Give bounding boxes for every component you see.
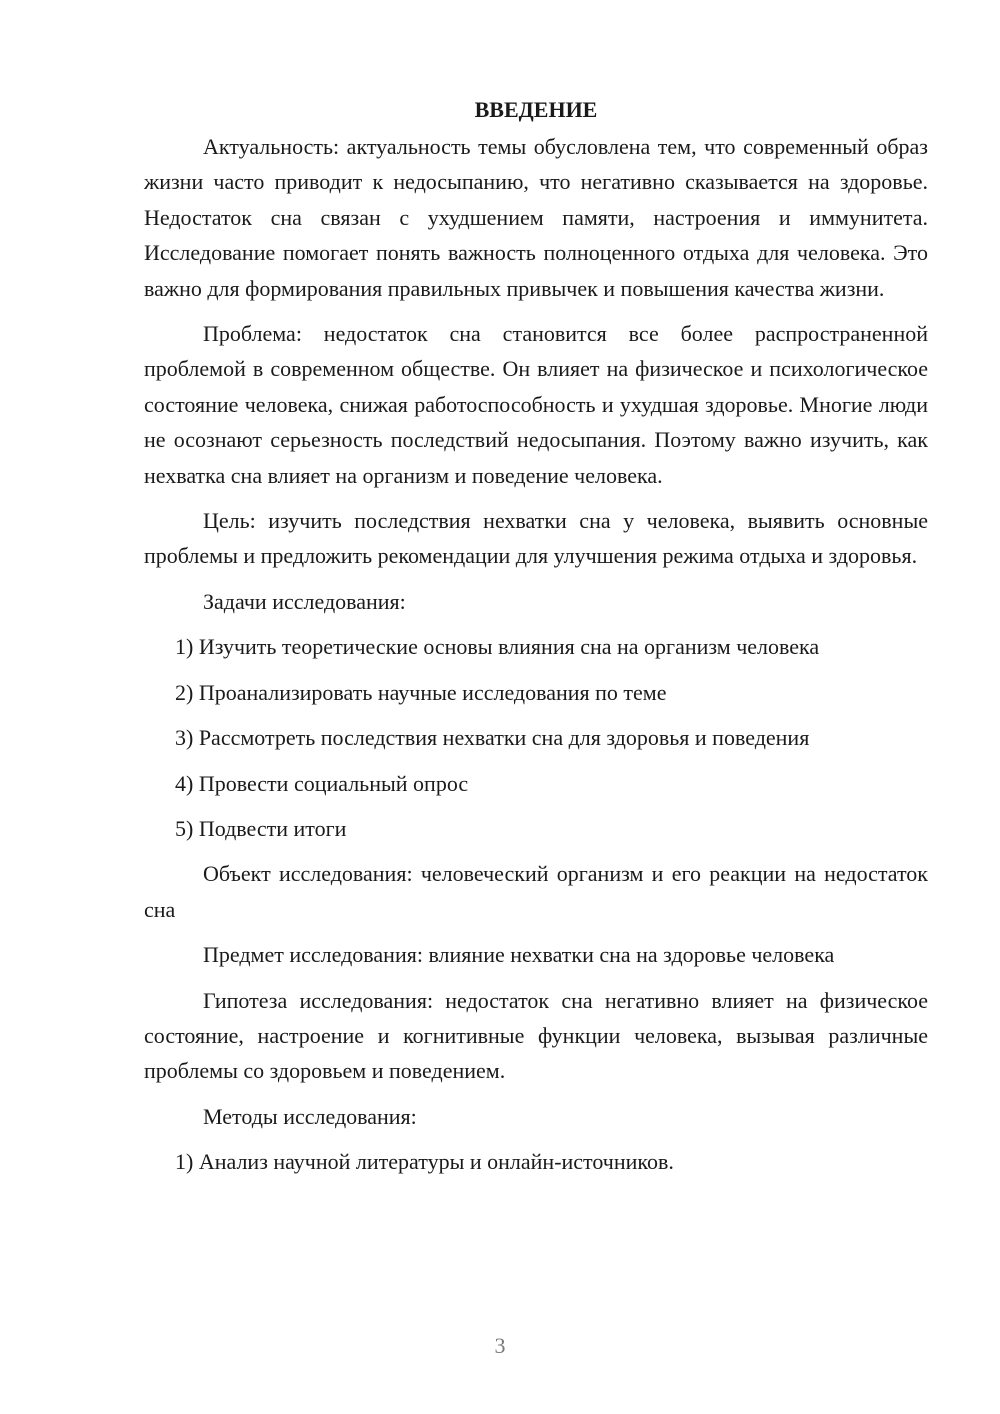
task-item: 1) Изучить теоретические основы влияния сна на организм человека (175, 634, 820, 660)
goal-paragraph: Цель: изучить последствия нехватки сна у человека, выявить основные проблемы и предложить рекомендации для улучшения режима отдыха и здоровья. (144, 508, 928, 569)
relevance-paragraph: Актуальность: актуальность темы обусловлена тем, что современный образ жизни часто приводит к недосыпанию, что негативно сказывается на здоровье. Недостаток сна связан с ухудшением памяти, настроения и иммунитета. Исследование помогает понять важность полноценного отдыха для человека. Это важно для формирования правильных привычек и повышения качества жизни. (144, 134, 928, 301)
page-title: ВВЕДЕНИЕ (474, 97, 598, 122)
task-item: 4) Провести социальный опрос (175, 770, 469, 796)
object-paragraph: Объект исследования: человеческий организм и его реакции на недостаток сна (144, 861, 928, 922)
task-item: 3) Рассмотреть последствия нехватки сна для здоровья и поведения (175, 725, 810, 751)
hypothesis-paragraph: Гипотеза исследования: недостаток сна негативно влияет на физическое состояние, настроение и когнитивные функции человека, вызывая различные проблемы со здоровьем и поведением. (144, 987, 928, 1084)
problem-paragraph: Проблема: недостаток сна становится все более распространенной проблемой в современном обществе. Он влияет на физическое и психологическое состояние человека, снижая работоспособность и ухудшая здоровье. Многие люди не осознают серьезность последствий недосыпания. Поэтому важно изучить, как нехватка сна влияет на организм и поведение человека. (144, 321, 928, 488)
task-item: 2) Проанализировать научные исследования по теме (175, 679, 667, 705)
methods-heading: Методы исследования: (203, 1103, 417, 1129)
task-item: 5) Подвести итоги (175, 815, 347, 841)
subject-paragraph: Предмет исследования: влияние нехватки сна на здоровье человека (203, 942, 835, 968)
document-page (144, 92, 928, 1190)
method-item: 1) Анализ научной литературы и онлайн-источников. (175, 1149, 674, 1175)
page-number: 3 (494, 1333, 506, 1358)
tasks-heading: Задачи исследования: (203, 588, 406, 614)
